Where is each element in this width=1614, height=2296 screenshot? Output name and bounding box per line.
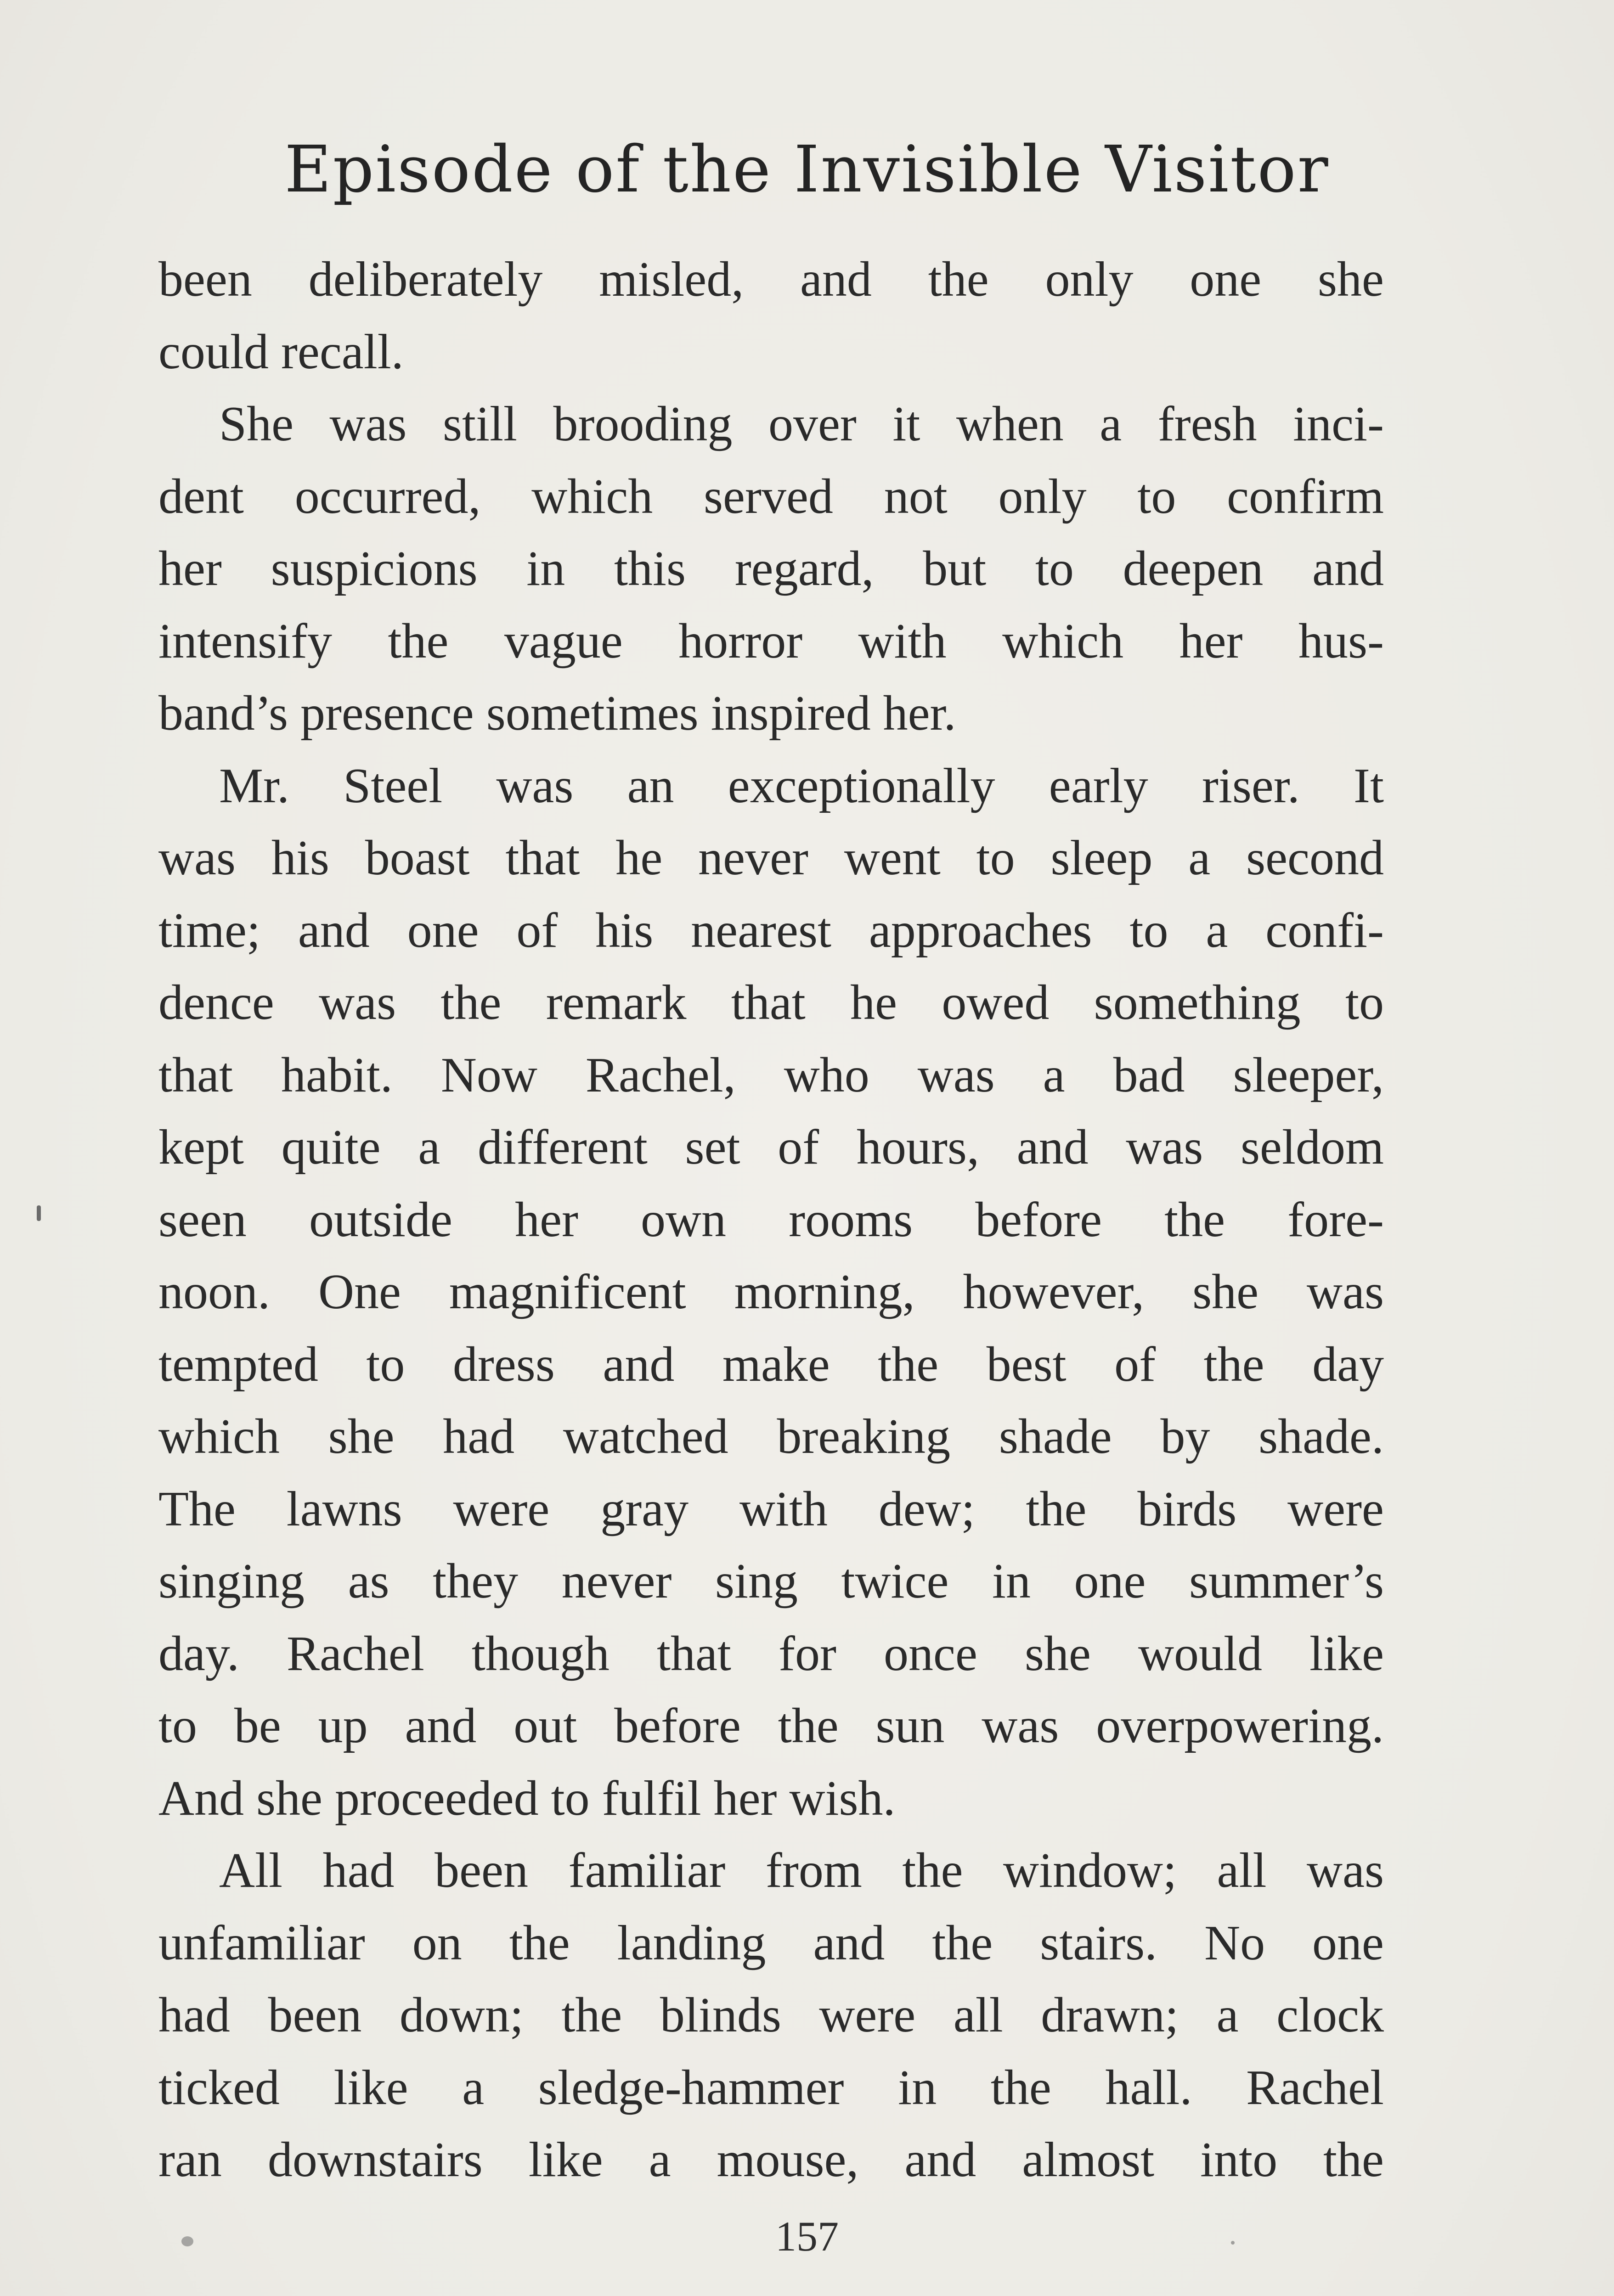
text-line: tempted to dress and make the best of the day bbox=[158, 1337, 1384, 1392]
page-number: 157 bbox=[775, 2213, 839, 2260]
text-line: And she proceeded to fulfil her wish. bbox=[158, 1771, 896, 1826]
text-line: that habit. Now Rachel, who was a bad sleeper, bbox=[158, 1047, 1384, 1103]
ink-speck bbox=[37, 1205, 41, 1221]
text-line: Mr. Steel was an exceptionally early riser. It bbox=[219, 758, 1384, 813]
text-line: been deliberately misled, and the only one she bbox=[158, 252, 1384, 307]
text-line: to be up and out before the sun was overpowering. bbox=[158, 1699, 1384, 1753]
ink-speck bbox=[1231, 2241, 1235, 2245]
text-line: kept quite a different set of hours, and was seldom bbox=[158, 1120, 1384, 1175]
text-line: intensify the vague horror with which her hus- bbox=[158, 613, 1384, 669]
text-line: ticked like a sledge-hammer in the hall. Rachel bbox=[158, 2060, 1384, 2115]
body-text bbox=[158, 243, 1384, 2196]
text-line: time; and one of his nearest approaches to a confi- bbox=[158, 903, 1384, 958]
text-line: dence was the remark that he owed something to bbox=[158, 975, 1384, 1030]
text-line: singing as they never sing twice in one summer’s bbox=[158, 1554, 1384, 1609]
text-line: All had been familiar from the window; all was bbox=[219, 1843, 1384, 1898]
text-line: The lawns were gray with dew; the birds were bbox=[158, 1481, 1384, 1536]
text-line: seen outside her own rooms before the fore- bbox=[158, 1192, 1384, 1247]
text-line: day. Rachel though that for once she would like bbox=[158, 1626, 1384, 1681]
ink-speck bbox=[181, 2236, 193, 2246]
text-line: She was still brooding over it when a fresh inci- bbox=[219, 397, 1384, 451]
text-line: dent occurred, which served not only to confirm bbox=[158, 469, 1384, 524]
text-line: which she had watched breaking shade by shade. bbox=[158, 1409, 1384, 1464]
text-line: had been down; the blinds were all drawn; a clock bbox=[158, 1988, 1384, 2043]
text-line: could recall. bbox=[158, 324, 404, 379]
text-line: unfamiliar on the landing and the stairs. No one bbox=[158, 1915, 1384, 1970]
text-line: was his boast that he never went to sleep a second bbox=[158, 831, 1384, 885]
text-line: noon. One magnificent morning, however, she was bbox=[158, 1265, 1384, 1319]
running-head: Episode of the Invisible Visitor bbox=[284, 132, 1330, 207]
text-line: ran downstairs like a mouse, and almost into the bbox=[158, 2133, 1384, 2187]
text-line: band’s presence sometimes inspired her. bbox=[158, 686, 956, 741]
text-line: her suspicions in this regard, but to deepen and bbox=[158, 541, 1384, 596]
